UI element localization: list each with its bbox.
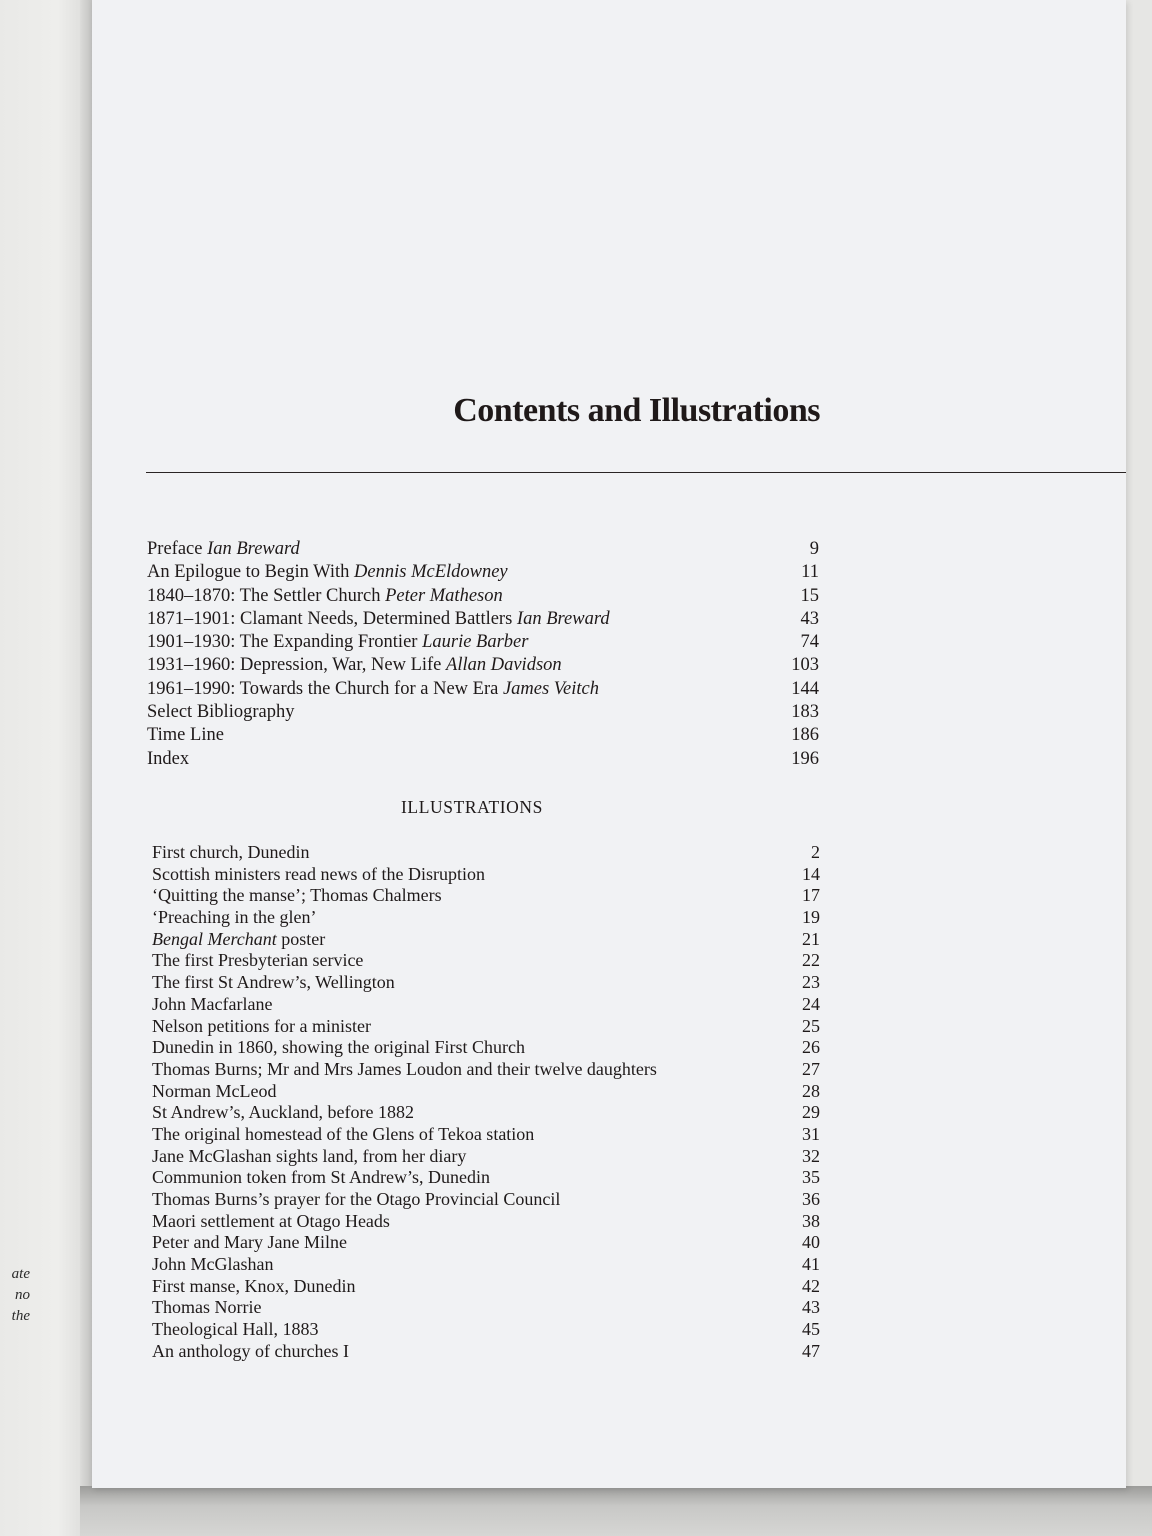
contents-entry xyxy=(147,608,819,631)
illustration-caption xyxy=(152,1016,371,1038)
page-number: 9 xyxy=(809,539,819,559)
page-number: 21 xyxy=(802,928,820,949)
illustration-entry xyxy=(152,1319,820,1341)
illustration-caption xyxy=(152,1189,560,1211)
title-rule xyxy=(146,472,1126,473)
page-number: 26 xyxy=(802,1037,820,1058)
illustration-caption xyxy=(152,907,316,929)
illustration-text: The original homestead of the Glens of Tekoa station xyxy=(152,1123,535,1144)
page-number: 32 xyxy=(802,1145,820,1166)
contents-entry-text xyxy=(147,724,224,747)
page-number: 43 xyxy=(802,1297,820,1318)
contents-entry-text xyxy=(147,678,599,701)
illustration-entry xyxy=(152,907,820,929)
edge-text-line: ate xyxy=(11,1266,30,1282)
chapter-title: Select Bibliography xyxy=(147,702,295,723)
page-number: 45 xyxy=(802,1319,820,1340)
illustration-caption xyxy=(152,1124,534,1146)
illustration-caption xyxy=(152,864,485,886)
illustration-text: First manse, Knox, Dunedin xyxy=(152,1275,356,1296)
chapter-title: 1840–1870: The Settler Church xyxy=(147,585,381,606)
page-number: 40 xyxy=(802,1232,820,1253)
illustration-caption xyxy=(152,1232,347,1254)
contents-entry-text xyxy=(147,654,562,677)
illustration-caption xyxy=(152,1081,276,1103)
page-number: 35 xyxy=(802,1167,820,1188)
contents-entry-text xyxy=(147,608,610,631)
illustration-entry xyxy=(152,1037,820,1059)
illustration-entry xyxy=(152,1124,820,1146)
illustration-caption xyxy=(152,885,442,907)
illustration-text: Nelson petitions for a minister xyxy=(152,1015,371,1036)
chapter-author: Ian Breward xyxy=(516,608,610,629)
illustration-caption xyxy=(152,1276,355,1298)
illustration-entry xyxy=(152,1341,820,1363)
page-number: 2 xyxy=(811,842,820,862)
page-number: 36 xyxy=(802,1189,820,1209)
illustrations-list xyxy=(152,842,820,1363)
chapter-author: Peter Matheson xyxy=(385,585,503,606)
illustration-text: Thomas Burns’s prayer for the Otago Provincial Council xyxy=(152,1189,561,1209)
chapter-title: 1931–1960: Depression, War, New Life xyxy=(147,655,442,676)
illustration-text: Scottish ministers read news of the Disruption xyxy=(152,863,485,884)
illustration-entry xyxy=(152,885,820,907)
contents-entry-text xyxy=(147,538,300,561)
illustration-caption xyxy=(152,1254,273,1276)
chapter-title: Preface xyxy=(147,539,203,559)
page-number: 183 xyxy=(791,702,819,723)
chapter-author: Ian Breward xyxy=(207,539,300,559)
page-number: 22 xyxy=(802,950,820,971)
illustration-text: Dunedin in 1860, showing the original First Church xyxy=(152,1037,525,1058)
illustration-entry xyxy=(152,972,820,994)
illustration-text: Jane McGlashan sights land, from her diary xyxy=(152,1145,467,1166)
page-number: 19 xyxy=(802,907,820,928)
chapter-title: 1901–1930: The Expanding Frontier xyxy=(147,632,418,653)
illustration-text: Thomas Burns; Mr and Mrs James Loudon and their twelve daughters xyxy=(152,1058,657,1079)
illustration-entry xyxy=(152,842,820,864)
contents-entry xyxy=(147,701,819,724)
contents-entry xyxy=(147,538,819,561)
page-number: 28 xyxy=(802,1080,820,1101)
illustration-entry xyxy=(152,1189,820,1211)
page-number: 31 xyxy=(802,1123,820,1144)
illustration-entry xyxy=(152,1081,820,1103)
page-number: 23 xyxy=(802,972,820,993)
illustration-entry xyxy=(152,1102,820,1124)
illustration-text: Communion token from St Andrew’s, Dunedin xyxy=(152,1167,490,1188)
illustration-text: First church, Dunedin xyxy=(152,842,310,862)
illustration-caption xyxy=(152,1146,466,1168)
page-number: 74 xyxy=(800,632,819,653)
contents-entry-text xyxy=(147,701,294,724)
illustration-text: John Macfarlane xyxy=(152,993,273,1014)
illustration-text: Theological Hall, 1883 xyxy=(152,1319,319,1340)
illustration-entry xyxy=(152,1016,820,1038)
illustration-caption xyxy=(152,1211,390,1233)
illustration-caption xyxy=(152,994,272,1016)
page-number: 15 xyxy=(800,585,819,606)
illustration-caption xyxy=(152,1341,349,1363)
contents-entry xyxy=(147,748,819,771)
illustration-entry xyxy=(152,1276,820,1298)
illustration-caption xyxy=(152,972,395,994)
illustration-entry xyxy=(152,1167,820,1189)
page-title: Contents and Illustrations xyxy=(453,392,820,429)
chapter-title: 1871–1901: Clamant Needs, Determined Battlers xyxy=(147,608,513,629)
illustration-caption xyxy=(152,950,363,972)
facing-page-edge-text xyxy=(0,1264,30,1327)
illustration-text: The first St Andrew’s, Wellington xyxy=(152,972,395,993)
contents-entry-text xyxy=(147,748,189,771)
contents-entry xyxy=(147,585,819,608)
illustration-caption xyxy=(152,1319,318,1341)
page-number: 25 xyxy=(802,1015,820,1036)
chapter-author: Allan Davidson xyxy=(446,655,562,676)
contents-entry xyxy=(147,654,819,677)
illustration-text: ‘Preaching in the glen’ xyxy=(152,907,317,928)
illustration-entry xyxy=(152,1297,820,1319)
page-number: 103 xyxy=(791,655,819,676)
illustration-caption xyxy=(152,842,309,864)
illustration-text: The first Presbyterian service xyxy=(152,950,364,971)
edge-text-line: the xyxy=(11,1308,30,1324)
page-number: 47 xyxy=(802,1340,820,1361)
illustration-text: poster xyxy=(276,928,326,949)
page-number: 186 xyxy=(791,725,819,746)
illustration-italic-title: Bengal Merchant xyxy=(152,928,277,949)
illustration-caption xyxy=(152,1059,657,1081)
page-number: 14 xyxy=(802,863,820,884)
illustration-text: ‘Quitting the manse’; Thomas Chalmers xyxy=(152,885,442,906)
page-number: 29 xyxy=(802,1102,820,1123)
page-number: 42 xyxy=(802,1275,820,1296)
contents-entry xyxy=(147,724,819,747)
contents-entry xyxy=(147,678,819,701)
illustration-entry xyxy=(152,1059,820,1081)
illustration-entry xyxy=(152,929,820,951)
page-bottom-shadow xyxy=(80,1486,1152,1536)
illustration-text: John McGlashan xyxy=(152,1254,274,1275)
illustration-entry xyxy=(152,950,820,972)
page-number: 24 xyxy=(802,993,820,1014)
contents-entry xyxy=(147,631,819,654)
illustration-text: An anthology of churches I xyxy=(152,1340,349,1361)
illustration-entry xyxy=(152,1254,820,1276)
chapter-author: James Veitch xyxy=(502,678,600,699)
illustration-text: Peter and Mary Jane Milne xyxy=(152,1232,347,1253)
illustration-entry xyxy=(152,1211,820,1233)
illustration-text: St Andrew’s, Auckland, before 1882 xyxy=(152,1102,414,1123)
book-edge xyxy=(1126,0,1152,1536)
page-number: 17 xyxy=(802,885,820,906)
page-number: 11 xyxy=(801,562,819,583)
page-number: 38 xyxy=(802,1210,820,1231)
illustration-entry xyxy=(152,1232,820,1254)
page-number: 144 xyxy=(791,678,819,699)
edge-text-line: no xyxy=(15,1287,30,1303)
illustration-caption xyxy=(152,929,325,951)
illustrations-heading: ILLUSTRATIONS xyxy=(401,797,543,817)
contents-entry-text xyxy=(147,585,503,608)
page-number: 196 xyxy=(791,748,819,769)
illustration-caption xyxy=(152,1297,261,1319)
illustration-text: Thomas Norrie xyxy=(152,1297,262,1318)
illustration-entry xyxy=(152,994,820,1016)
page-number: 27 xyxy=(802,1058,820,1079)
contents-list xyxy=(147,538,819,771)
illustration-caption xyxy=(152,1102,414,1124)
chapter-title: Time Line xyxy=(147,725,224,746)
illustration-text: Maori settlement at Otago Heads xyxy=(152,1210,390,1231)
illustration-entry xyxy=(152,864,820,886)
page-number: 43 xyxy=(800,608,819,629)
illustration-entry xyxy=(152,1146,820,1168)
illustration-caption xyxy=(152,1167,490,1189)
chapter-author: Laurie Barber xyxy=(422,632,529,653)
chapter-title: An Epilogue to Begin With xyxy=(147,562,350,583)
page-number: 41 xyxy=(802,1254,820,1275)
contents-entry xyxy=(147,561,819,584)
contents-entry-text xyxy=(147,631,528,654)
contents-entry-text xyxy=(147,561,508,584)
chapter-title: Index xyxy=(147,748,190,769)
chapter-title: 1961–1990: Towards the Church for a New Era xyxy=(147,678,499,699)
chapter-author: Dennis McEldowney xyxy=(354,562,508,583)
illustration-text: Norman McLeod xyxy=(152,1080,277,1101)
illustration-caption xyxy=(152,1037,525,1059)
